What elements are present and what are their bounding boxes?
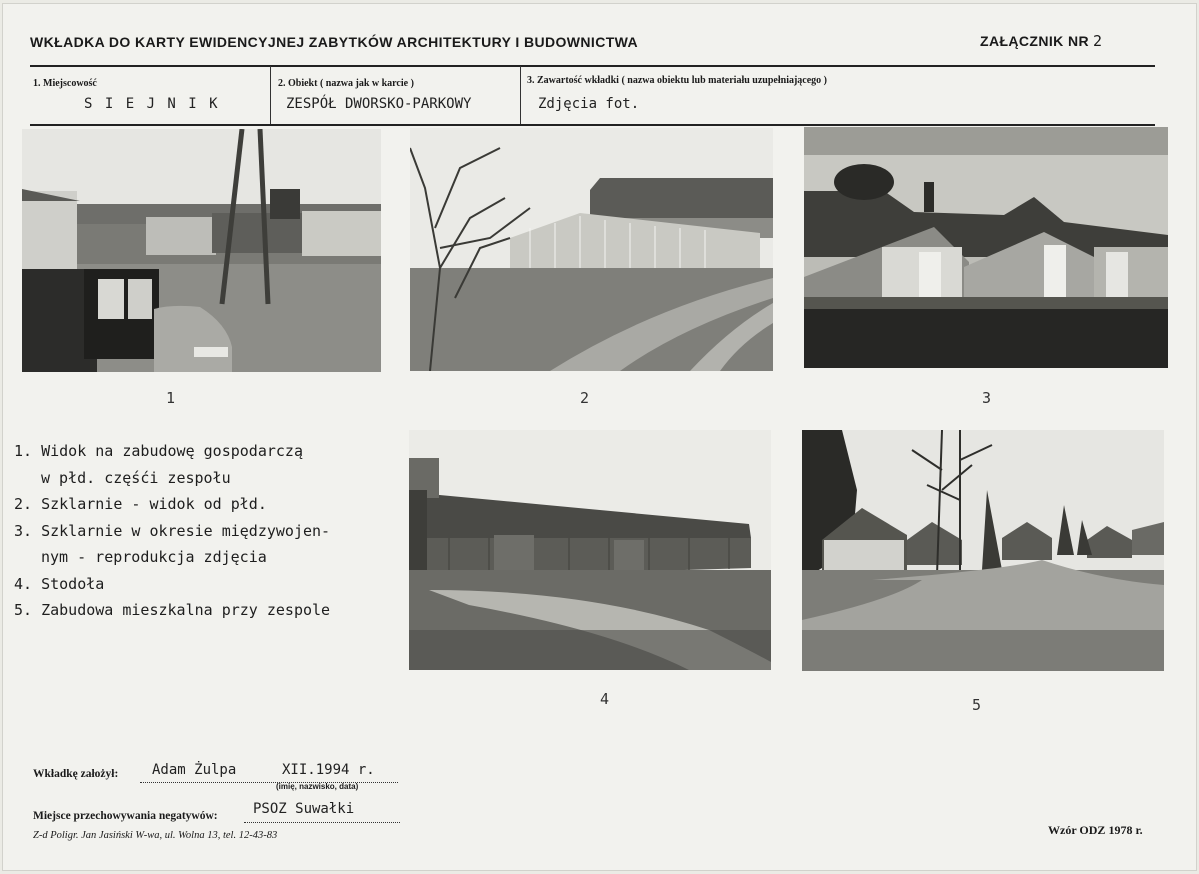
photo-5 bbox=[802, 430, 1164, 671]
photo-3-number: 3 bbox=[982, 389, 992, 407]
photo-2 bbox=[410, 128, 773, 371]
caption-5: 5. Zabudowa mieszkalna przy zespole bbox=[14, 601, 331, 619]
storage-dotted-line bbox=[244, 822, 400, 823]
annex-number: 2 bbox=[1093, 32, 1103, 50]
caption-3-continued: nym - reprodukcja zdjęcia bbox=[41, 548, 267, 566]
printer-note: Z-d Poligr. Jan Jasiński W-wa, ul. Wolna 13, tel. 12-43-83 bbox=[33, 830, 278, 841]
place-label: 1. Miejscowość bbox=[33, 78, 97, 89]
caption-3: 3. Szklarnie w okresie międzywojen- bbox=[14, 521, 331, 540]
field-divider-2 bbox=[520, 66, 521, 124]
content-value: Zdjęcia fot. bbox=[538, 96, 640, 112]
photo-4 bbox=[409, 430, 771, 670]
date-value: XII.1994 r. bbox=[282, 762, 375, 778]
photo-5-number: 5 bbox=[972, 696, 982, 714]
photo-3 bbox=[804, 127, 1168, 368]
author-hint: (imię, nazwisko, data) bbox=[276, 782, 359, 791]
author-label: Wkładkę założył: bbox=[33, 768, 119, 780]
content-label: 3. Zawartość wkładki ( nazwa obiektu lub materiału uzupełniającego ) bbox=[527, 75, 828, 86]
storage-label: Miejsce przechowywania negatywów: bbox=[33, 810, 218, 822]
photo-1-image bbox=[22, 129, 381, 372]
field-divider-1 bbox=[270, 66, 271, 124]
storage-value: PSOZ Suwałki bbox=[253, 801, 355, 817]
place-value: S I E J N I K bbox=[84, 96, 220, 112]
caption-1: 1. Widok na zabudowę gospodarczą bbox=[14, 442, 303, 460]
object-label: 2. Obiekt ( nazwa jak w karcie ) bbox=[278, 78, 414, 89]
photo-2-number: 2 bbox=[580, 389, 590, 407]
form-pattern: Wzór ODZ 1978 r. bbox=[1048, 823, 1143, 837]
photo-1-number: 1 bbox=[166, 389, 176, 407]
author-dotted-line bbox=[140, 782, 398, 783]
caption-1-continued: w płd. częśći zespołu bbox=[41, 468, 231, 487]
photo-5-image bbox=[802, 430, 1164, 671]
caption-4: 4. Stodoła bbox=[14, 574, 105, 593]
annex-label-text: ZAŁĄCZNIK NR bbox=[980, 33, 1090, 49]
header-rule-bottom bbox=[30, 124, 1155, 126]
photo-captions bbox=[14, 438, 330, 624]
header-rule-top bbox=[30, 65, 1155, 67]
photo-3-image bbox=[804, 127, 1168, 368]
caption-2: 2. Szklarnie - widok od płd. bbox=[14, 495, 267, 513]
card-title: WKŁADKA DO KARTY EWIDENCYJNEJ ZABYTKÓW ARCHITEKTURY I BUDOWNICTWA bbox=[30, 34, 639, 50]
author-value: Adam Żulpa bbox=[152, 762, 237, 778]
photo-4-image bbox=[409, 430, 771, 670]
photo-1 bbox=[22, 129, 381, 372]
photo-4-number: 4 bbox=[600, 690, 610, 708]
photo-2-image bbox=[410, 128, 773, 371]
annex-label bbox=[980, 32, 1102, 50]
object-value: ZESPÓŁ DWORSKO-PARKOWY bbox=[286, 96, 472, 112]
